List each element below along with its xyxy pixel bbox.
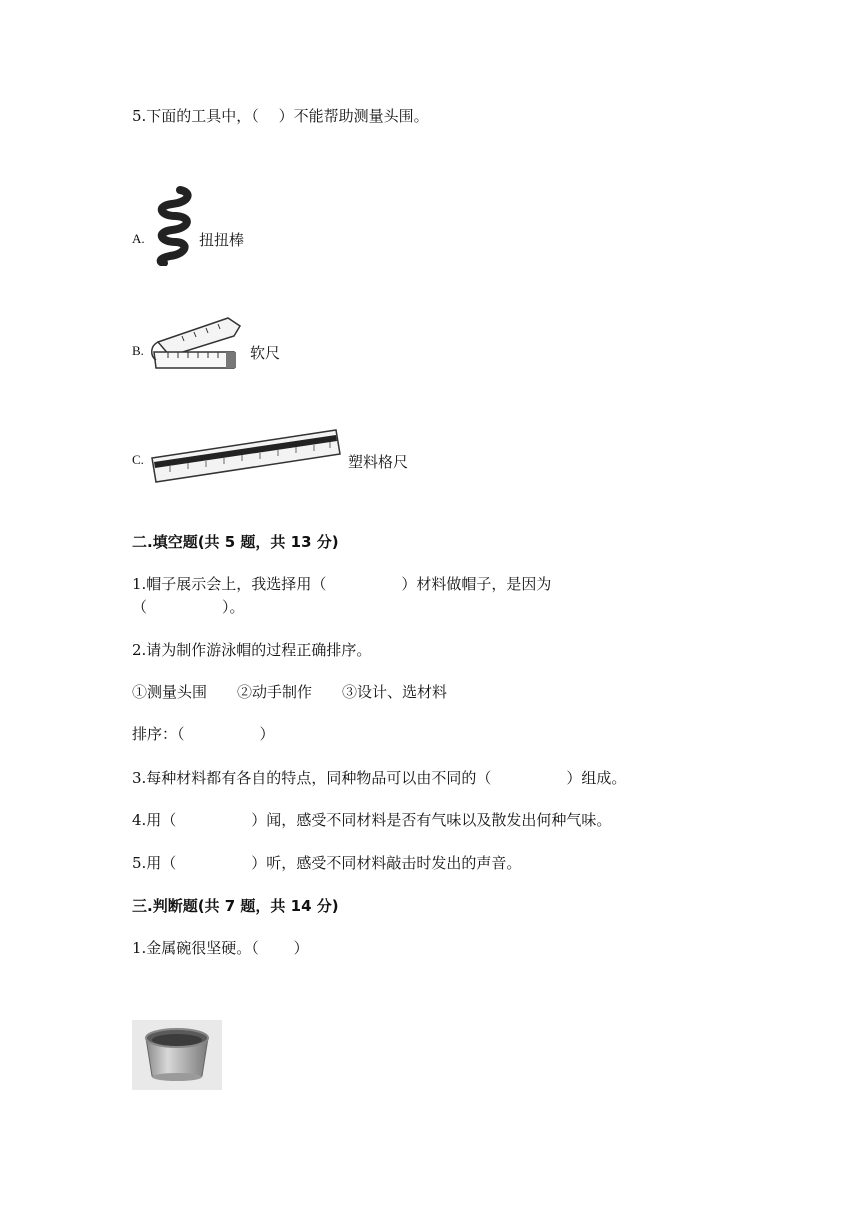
- tape-measure-image: [148, 312, 244, 372]
- s2-question-5: 5.用（ ）听，感受不同材料敲击时发出的声音。: [132, 854, 522, 872]
- pipe-cleaner-image: [150, 184, 196, 266]
- option-b-letter: B.: [132, 343, 144, 358]
- s2-question-1-line-1: 1.帽子展示会上，我选择用（ ）材料做帽子，是因为: [132, 575, 552, 593]
- metal-bowl-image: [132, 1020, 222, 1090]
- section-2-title: 二.填空题(共 5 题，共 13 分): [132, 533, 339, 551]
- s2-question-1-line-2: （ ）。: [132, 598, 245, 616]
- option-c-label: 塑料格尺: [348, 453, 409, 471]
- plastic-ruler-image: [150, 426, 344, 484]
- question-5-stem: 5.下面的工具中，（ ）不能帮助测量头围。: [132, 107, 429, 125]
- option-a-label: 扭扭棒: [199, 231, 245, 249]
- s2-question-4: 4.用（ ）闻，感受不同材料是否有气味以及散发出何种气味。: [132, 811, 612, 829]
- s2-question-2-answer: 排序：（ ）: [132, 725, 275, 743]
- section-3-title: 三.判断题(共 7 题，共 14 分): [132, 897, 339, 915]
- option-c-letter: C.: [132, 452, 144, 467]
- option-b-label: 软尺: [250, 344, 281, 362]
- s2-question-2: 2.请为制作游泳帽的过程正确排序。: [132, 641, 372, 659]
- s2-question-3: 3.每种材料都有各自的特点，同种物品可以由不同的（ ）组成。: [132, 769, 627, 787]
- option-a-letter: A.: [132, 231, 145, 246]
- s2-question-2-steps: ①测量头围 ②动手制作 ③设计、选材料: [132, 683, 448, 701]
- s3-question-1: 1.金属碗很坚硬。（ ）: [132, 939, 309, 957]
